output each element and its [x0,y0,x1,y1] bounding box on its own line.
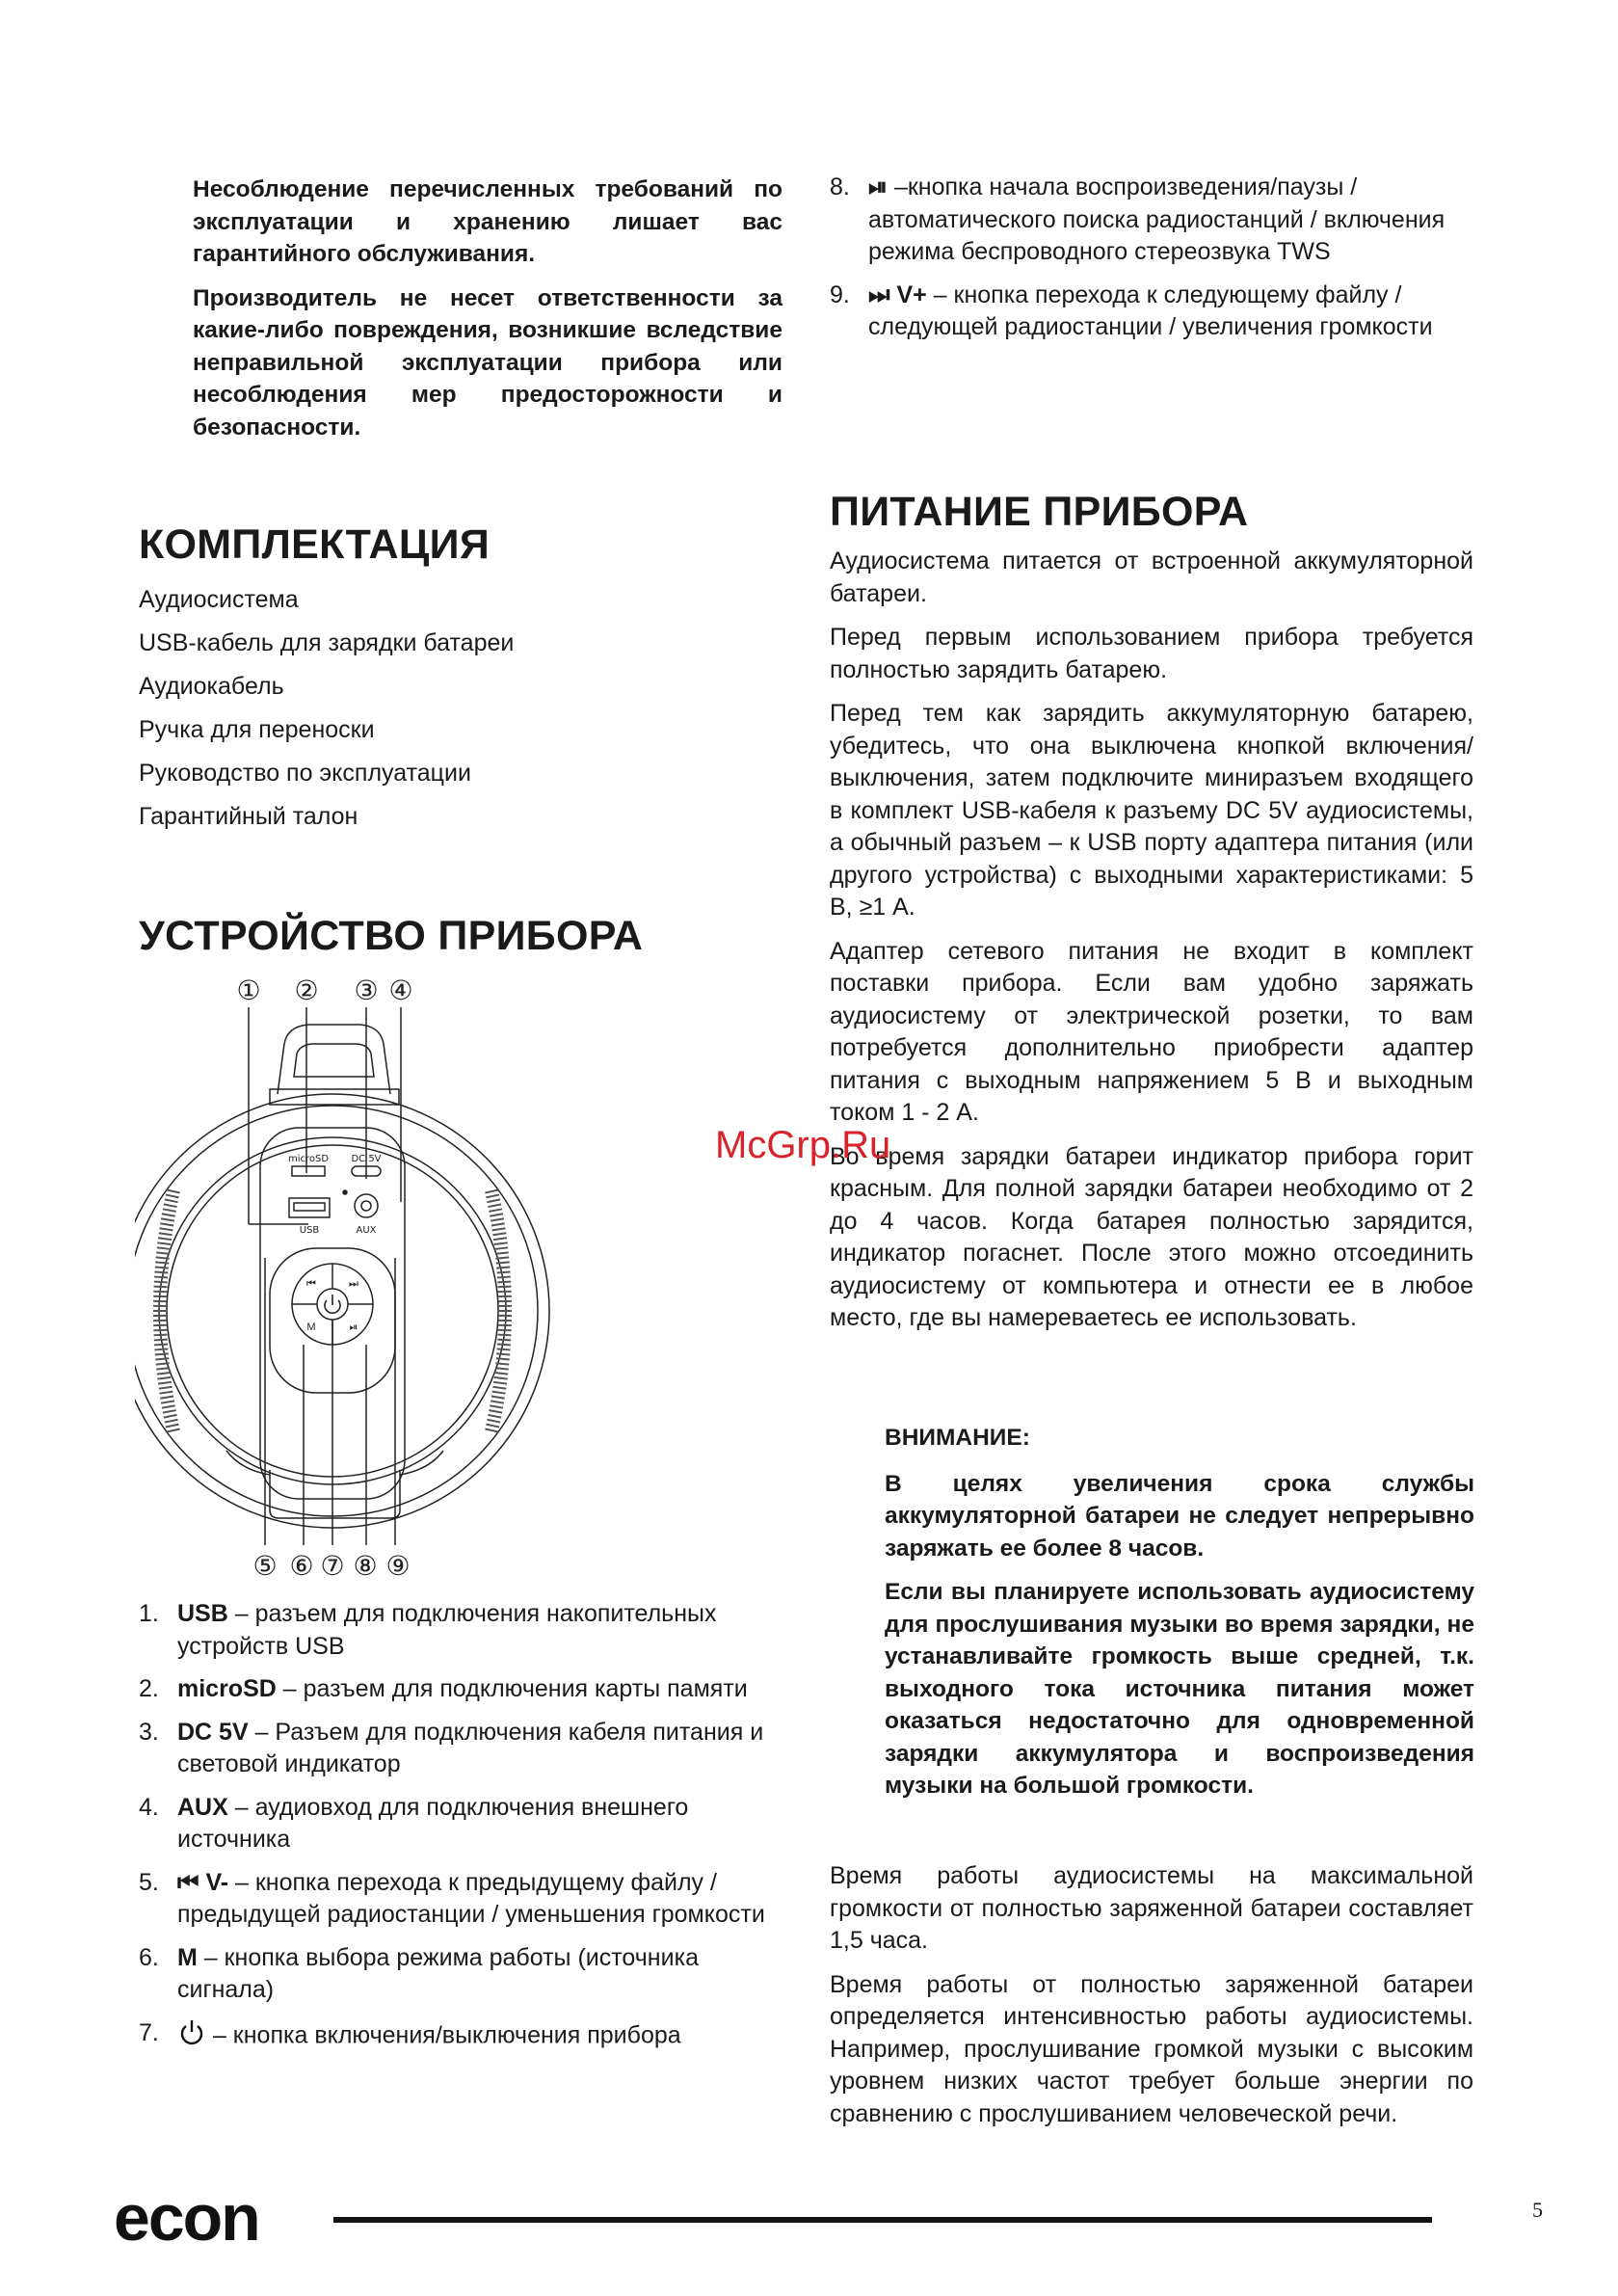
label-usb: USB [299,1225,320,1236]
list-item: 3. DC 5V – Разъем для подключения кабеля питания и световой индикатор [139,1718,764,1777]
svg-text:⏭: ⏭ [349,1278,358,1290]
callout-8: ⑧ [353,1550,378,1582]
warranty-warning-text-1: Несоблюдение перечисленных требований по эксплуатации и хранению лишает вас гарантийного обслуживания. [193,176,782,267]
attention-block [885,1422,1474,1814]
svg-text:M: M [306,1322,316,1333]
runtime-paragraph: Время работы аудиосистемы на максимальной громкости от полностью заряженной батареи составляет 1,5 часа. [830,1862,1473,1954]
list-item: 9. ⏭ V+ – кнопка перехода к следующему файлу / следующей радиостанции / увеличения громкости [830,280,1433,340]
list-item: 1. USB – разъем для подключения накопительных устройств USB [139,1600,717,1660]
list-item: 4. AUX – аудиовход для подключения внешнего источника [139,1793,689,1853]
power-paragraph: Аудиосистема питается от встроенной аккумуляторной батареи. [830,547,1473,607]
label-dc5v: DC 5V [351,1154,382,1164]
kit-item: Гарантийный талон [139,803,358,830]
kit-item: Ручка для переноски [139,716,375,743]
power-section [830,488,1473,1347]
prev-volume-down-label: ⏮ V- [177,1868,229,1896]
warranty-warning [193,174,782,455]
callout-2: ② [294,974,319,1006]
list-item: 2. microSD – разъем для подключения карты памяти [139,1675,748,1702]
callout-3: ③ [354,974,379,1006]
list-item: 7. – кнопка включения/выключения прибора [139,2017,777,2056]
svg-text:⏯: ⏯ [349,1322,358,1333]
next-volume-up-label: ⏭ V+ [868,280,927,308]
callout-1: ① [236,974,261,1006]
power-paragraph: Перед первым использованием прибора требуется полностью зарядить батарею. [830,624,1473,683]
attention-text-1: В целях увеличения срока службы аккумуляторной батареи не следует непрерывно заряжать ее более 8 часов. [885,1470,1474,1562]
device-diagram [135,969,636,1586]
callout-5: ⑤ [252,1550,278,1582]
callout-9: ⑨ [385,1550,411,1582]
list-item: 6. M – кнопка выбора режима работы (источника сигнала) [139,1943,699,2003]
kit-title: КОМПЛЕКТАЦИЯ [139,521,491,568]
page-number: 5 [1532,2198,1543,2222]
list-item: 8. ⏯ –кнопка начала воспроизведения/паузы / автоматического поиска радиостанций / включения режима беспроводного стереозвука TWS [830,174,1446,265]
kit-item: Руководство по эксплуатации [139,760,471,787]
callout-7: ⑦ [320,1550,345,1582]
kit-item: Аудиосистема [139,586,299,613]
footer-divider [333,2217,1432,2223]
power-paragraph: Адаптер сетевого питания не входит в комплект поставки прибора. Если вам удобно заряжать аудиосистему от электрической розетки, то вам потребуется дополнительно приобрести адаптер питания с выходным напряжением 5 В и выходным током 1 - 2 А. [830,937,1473,1126]
kit-item: USB-кабель для зарядки батареи [139,629,515,656]
speaker-illustration [135,969,636,1586]
runtime-paragraph: Время работы от полностью заряженной батареи определяется интенсивностью работы аудиосистемы. Например, прослушивание громкой музыки с высоким уровнем низких частот требует больше энергии по сравнению с прослушиванием человеческой речи. [830,1970,1473,2127]
power-paragraph: Перед тем как зарядить аккумуляторную батарею, убедитесь, что она выключена кнопкой включения/выключения, затем подключите миниразъем входящего в комплект USB-кабеля к разъему DC 5V аудиосистемы, а обычный разъем – к USB порту адаптера питания (или другого устройства) с выходными характеристиками: 5 В, ≥1 А. [830,700,1473,921]
parts-list [139,1598,777,2066]
attention-text-2: Если вы планируете использовать аудиосистему для прослушивания музыки во время зарядки, не устанавливайте громкость выше средней, т.к. выходного тока источника питания может оказаться недостаточно для одновременной зарядки аккумулятора и воспроизведения музыки на большой громкости. [885,1579,1474,1799]
parts-list-continued [830,172,1473,355]
power-title: ПИТАНИЕ ПРИБОРА [830,489,1249,535]
label-microsd: microSD [287,1154,330,1164]
watermark: McGrp.Ru [715,1124,891,1166]
callout-6: ⑥ [289,1550,314,1582]
device-title: УСТРОЙСТВО ПРИБОРА [139,913,644,959]
svg-text:⏮: ⏮ [306,1278,316,1290]
device-section [139,912,777,960]
kit-item: Аудиокабель [139,673,284,700]
battery-runtime [830,1860,1473,2130]
warranty-warning-text-2: Производитель не несет ответственности за какие-либо повреждения, возникшие вследствие неправильной эксплуатации прибора или несоблюдения мер предосторожности и безопасности. [193,284,782,441]
callout-4: ④ [388,974,413,1006]
play-pause-icon: ⏯ [868,174,889,200]
econ-logo: econ [114,2181,259,2255]
power-icon [177,2017,206,2056]
list-item: 5. ⏮ V- – кнопка перехода к предыдущему файлу / предыдущей радиостанции / уменьшения громкости [139,1868,765,1928]
kit-section [139,521,777,839]
label-aux: AUX [356,1225,377,1236]
attention-title: ВНИМАНИЕ: [885,1425,1030,1451]
power-paragraph: Во время зарядки батареи индикатор прибора горит красным. Для полной зарядки батареи необходимо от 2 до 4 часов. Когда батарея полностью зарядится, индикатор погаснет. После этого можно отсоединить аудиосистему от компьютера и отнести ее в любое место, где вы намереваетесь ее использовать. [830,1142,1473,1331]
